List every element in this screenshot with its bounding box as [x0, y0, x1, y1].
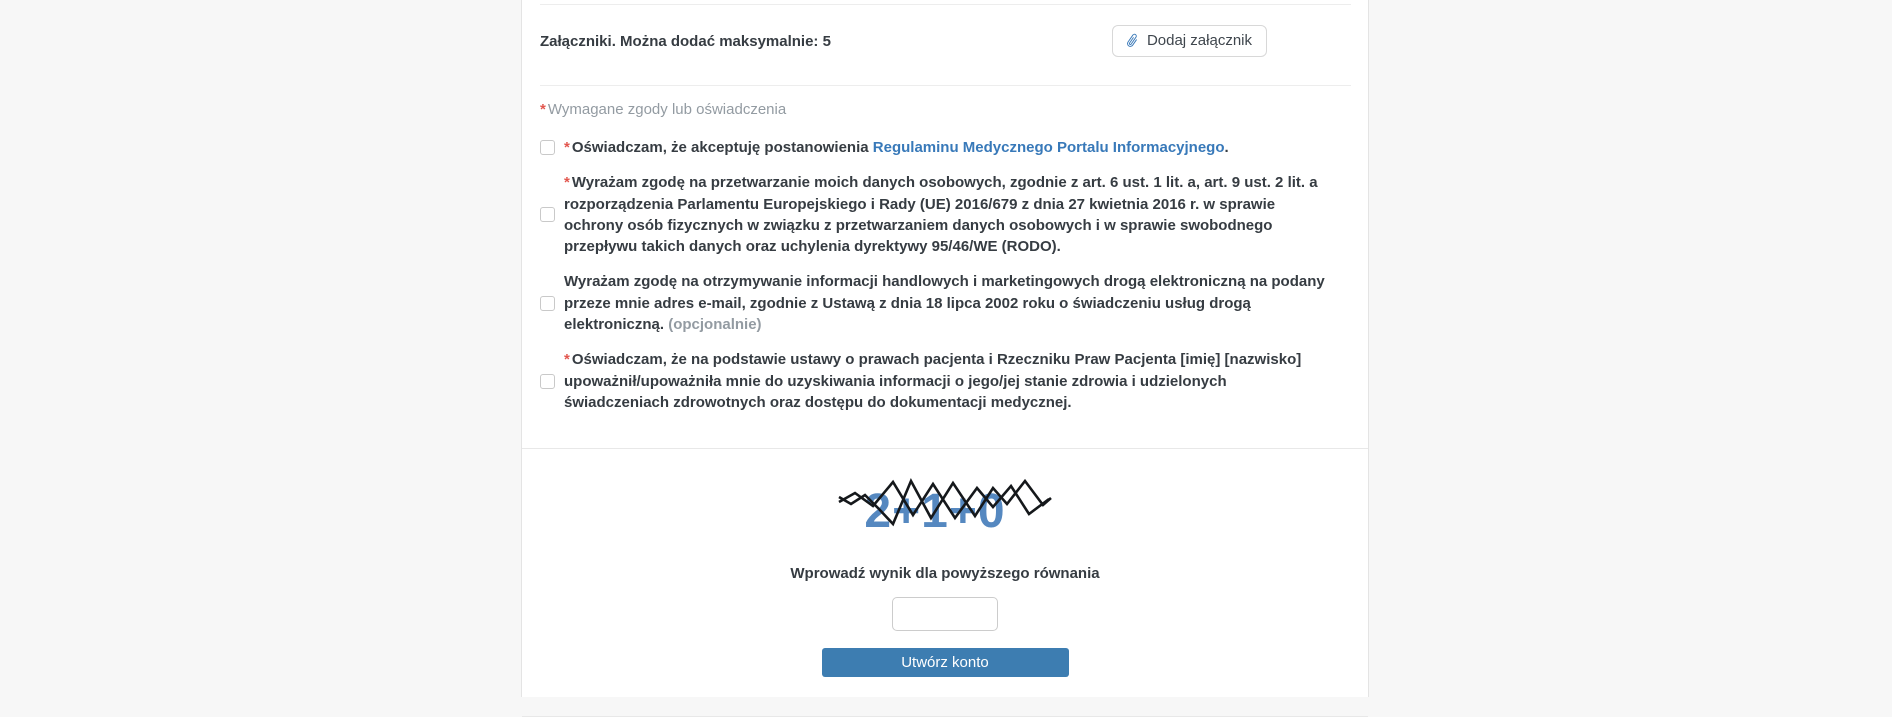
captcha-equation-image	[835, 471, 1055, 535]
consent-row-marketing	[540, 271, 1351, 335]
consent-marketing-text: Wyrażam zgodę na otrzymywanie informacji handlowych i marketingowych drogą elektroniczną na podany przeze mnie adres e-mail, zgodnie z Ustawą z dnia 18 lipca 2002 roku o świadczeniu usług drogą elektroniczną.	[564, 273, 1325, 334]
divider	[540, 4, 1351, 5]
consent-row-authorization	[540, 349, 1351, 413]
consent-row-terms	[540, 137, 1351, 158]
required-asterisk: *	[564, 351, 570, 369]
attachments-row	[540, 25, 1351, 57]
registration-form-panel	[521, 0, 1369, 697]
terms-of-service-link[interactable]: Regulaminu Medycznego Portalu Informacyjnego	[872, 139, 1225, 156]
create-account-button[interactable]: Utwórz konto	[822, 648, 1069, 677]
consent-text-marketing	[564, 271, 1330, 335]
consent-terms-text-after-link: .	[1224, 139, 1229, 156]
consent-text-rodo	[564, 172, 1330, 257]
add-attachment-button-label: Dodaj załącznik	[1146, 32, 1252, 49]
consent-text-authorization	[564, 349, 1330, 413]
consent-rodo-text: Wyrażam zgodę na przetwarzanie moich danych osobowych, zgodnie z art. 6 ust. 1 lit. a, art. 9 ust. 2 lit. a rozporządzenia Parlamentu Europejskiego i Rady (UE) 2016/679 z dnia 27 kwietnia 2016 r. w sprawie ochrony osób fizycznych w związku z przetwarzaniem danych osobowych i w sprawie swobodnego przepływu takich danych oraz uchylenia dyrektywy 95/46/WE (RODO).	[564, 174, 1318, 256]
captcha-equation-text: 2+1+0	[864, 485, 1006, 536]
consents-form-section	[522, 4, 1368, 448]
add-attachment-button[interactable]	[1112, 25, 1267, 57]
divider	[540, 85, 1351, 86]
consent-terms-text-before-link: Oświadczam, że akceptuję postanowienia	[571, 139, 869, 156]
paperclip-icon	[1125, 33, 1140, 48]
consents-section-title-text: Wymagane zgody lub oświadczenia	[547, 101, 787, 118]
optional-label: (opcjonalnie)	[668, 316, 762, 334]
consent-checkbox-marketing[interactable]	[540, 296, 555, 311]
consent-text-terms	[564, 137, 1229, 158]
attachments-label: Załączniki. Można dodać maksymalnie: 5	[540, 32, 831, 50]
consents-section-title	[540, 99, 1351, 120]
consent-checkbox-terms[interactable]	[540, 140, 555, 155]
required-asterisk: *	[564, 139, 570, 156]
consent-checkbox-authorization[interactable]	[540, 374, 555, 389]
captcha-instruction-label: Wprowadź wynik dla powyższego równania	[790, 565, 1100, 583]
consent-authorization-text: Oświadczam, że na podstawie ustawy o prawach pacjenta i Rzeczniku Praw Pacjenta [imię] [nazwisko] upoważnił/upoważniła mnie do uzyskiwania informacji o jego/jej stanie zdrowia i udzielonych świadczeniach zdrowotnych oraz dostępu do dokumentacji medycznej.	[564, 351, 1302, 411]
required-asterisk: *	[564, 174, 570, 192]
captcha-answer-input[interactable]	[892, 597, 998, 631]
consent-checkbox-rodo[interactable]	[540, 207, 555, 222]
required-asterisk: *	[540, 101, 546, 118]
captcha-section	[522, 448, 1368, 717]
consent-row-rodo	[540, 172, 1351, 257]
